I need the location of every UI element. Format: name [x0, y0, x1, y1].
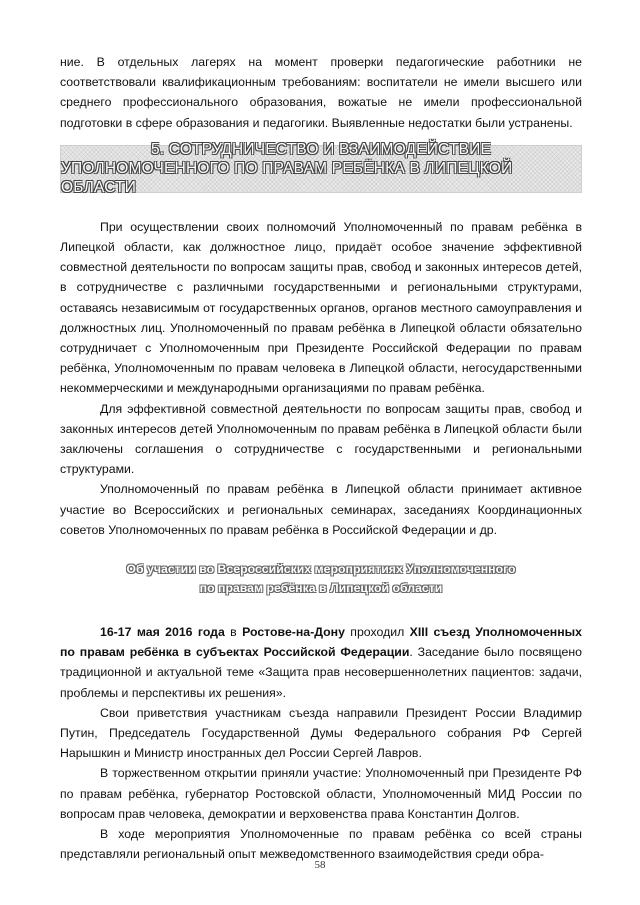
body-paragraph: В ходе мероприятия Уполномоченные по правам ребёнка со всей страны представляли региональный опыт межведомственного взаимодействия среди обра- [60, 827, 582, 862]
body-paragraph: Уполномоченный по правам ребёнка в Липецкой области принимает активное участие во Всероссийских и региональных семинарах, заседаниях Координационных советов Уполномоченных по правам ребёнка в Российской Федерации и др. [60, 482, 582, 537]
event-city: Ростове-на-Дону [242, 625, 345, 640]
document-page [60, 52, 582, 865]
section-heading-line-1: 5. СОТРУДНИЧЕСТВО И ВЗАИМОДЕЙСТВИЕ [150, 141, 492, 159]
subheading [60, 560, 582, 598]
event-text-held: проходил [344, 625, 410, 640]
event-paragraph [60, 622, 582, 703]
event-congress: XIII съезд Уполномоченных по правам ребёнка в субъектах Российской Федерации [60, 625, 582, 660]
intro-paragraph: ние. В отдельных лагерях на момент проверки педагогические работники не соответствовали квалификационным требованиям: воспитатели не имели высшего или среднего профессионального образования, вожатые не имели профессиональной подготовки в сфере образования и педагогики. Выявленные недостатки были устранены. [60, 55, 582, 130]
event-text-rest: . Заседание было посвящено традиционной и актуальной теме «Защита прав несовершеннолетних пациентов: задачи, проблемы и перспективы их решения». [60, 645, 583, 700]
body-paragraph: В торжественном открытии приняли участие: Уполномоченный при Президенте РФ по правам ребёнка, губернатор Ростовской области, Уполномоченный МИД России по вопросам прав человека, демократии и верховенства права Константин Долгов. [60, 766, 582, 821]
section-heading-banner [60, 141, 582, 197]
subheading-line-2: по правам ребёнка в Липецкой области [199, 581, 443, 596]
body-paragraph: Для эффективной совместной деятельности по вопросам защиты прав, свобод и законных интересов детей Уполномоченным по правам ребёнка в Липецкой области были заключены соглашения о сотрудничестве с государственными и региональными структурами. [60, 401, 582, 477]
page-number: 58 [314, 859, 326, 871]
event-text-in: в [224, 625, 243, 640]
subheading-line-1: Об участии во Всероссийских мероприятиях Уполномоченного [126, 562, 516, 577]
body-paragraph: Свои приветствия участникам съезда направили Президент России Владимир Путин, Председатель Государственной Думы Федерального собрания РФ Сергей Нарышкин и Министр иностранных дел России Сергей Лавров. [60, 705, 582, 761]
section-heading-line-2: УПОЛНОМОЧЕННОГО ПО ПРАВАМ РЕБЁНКА В ЛИПЕЦКОЙ ОБЛАСТИ [61, 160, 513, 197]
body-paragraph: При осуществлении своих полномочий Уполномоченный по правам ребёнка в Липецкой области, как должностное лицо, придаёт особое значение эффективной совместной деятельности по вопросам защиты прав, свобод и законных интересов детей, в сотрудничестве с различными государственными и региональными структурами, оставаясь независимым от государственных органов, органов местного самоуправления и должностных лиц. Уполномоченный по правам ребёнка в Липецкой области обязательно сотрудничает с Уполномоченным при Президенте Российской Федерации по правам ребёнка, Уполномоченным по правам человека в Липецкой области, негосударственными некоммерческими и международными организациями по правам ребёнка. [60, 219, 582, 396]
event-date: 16-17 мая 2016 года [100, 625, 225, 640]
